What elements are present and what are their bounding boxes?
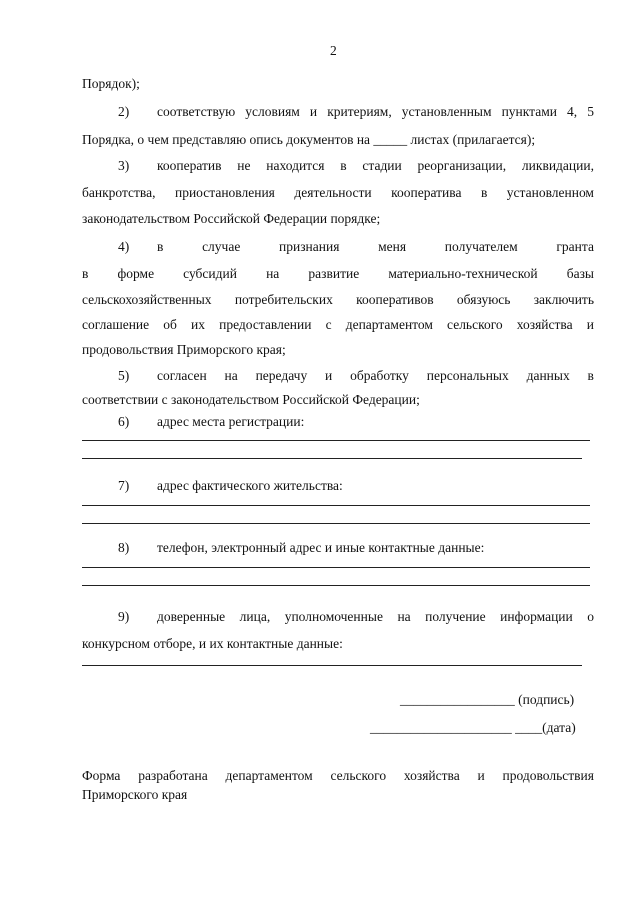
item-5-line-2: соответствии с законодательством Российской Федерации; <box>82 392 420 407</box>
word: субсидий <box>183 266 237 281</box>
word: 4, <box>567 104 578 119</box>
signature-field[interactable]: _________________ (подпись) <box>400 692 575 707</box>
word: департаментом <box>345 317 433 332</box>
item-7-text: адрес фактического жительства: <box>157 478 343 493</box>
word: сельского <box>447 317 503 332</box>
word: не <box>237 158 251 173</box>
word: и <box>477 768 485 783</box>
item-6-text: адрес места регистрации: <box>157 414 305 429</box>
word: сельского <box>330 768 387 783</box>
word: информации <box>500 609 573 624</box>
word: получателем <box>444 239 518 254</box>
item-4-line-5: продовольствия Приморского края; <box>82 342 286 357</box>
word: приостановления <box>174 185 275 200</box>
word: стадии <box>362 158 402 173</box>
item-8-text: телефон, электронный адрес и иные контактные данные: <box>157 540 485 555</box>
word: заключить <box>533 292 594 307</box>
item-9-number: 9) <box>118 609 130 624</box>
word: в <box>82 266 89 281</box>
trusted-persons-line[interactable] <box>82 665 582 666</box>
word: развитие <box>308 266 360 281</box>
word: продовольствия <box>502 768 594 783</box>
word: передачу <box>255 368 308 383</box>
word: данных <box>526 368 570 383</box>
word: базы <box>566 266 594 281</box>
word: находится <box>266 158 325 173</box>
word: установленном <box>506 185 594 200</box>
word: персональных <box>426 368 509 383</box>
word: условиям <box>245 104 300 119</box>
word: получение <box>425 609 486 624</box>
word: обязуюсь <box>456 292 511 307</box>
word: на <box>266 266 280 281</box>
word: меня <box>378 239 407 254</box>
word: кооперативов <box>356 292 434 307</box>
item-9-line-2: конкурсном отборе, и их контактные данные: <box>82 636 343 651</box>
word: департаментом <box>225 768 313 783</box>
item-4-line-3 <box>82 292 594 308</box>
word: и <box>586 317 594 332</box>
word: соответствую <box>157 104 236 119</box>
word: разработана <box>138 768 208 783</box>
word: об <box>163 317 177 332</box>
footer-line-2: Приморского края <box>82 787 188 802</box>
actual-address-line-2[interactable] <box>82 523 590 524</box>
registration-address-line-2[interactable] <box>82 458 582 459</box>
word: кооператива <box>391 185 462 200</box>
word: Форма <box>82 768 121 783</box>
word: 5 <box>587 104 594 119</box>
word: с <box>325 317 332 332</box>
word: хозяйства <box>403 768 460 783</box>
item-6-number: 6) <box>118 414 130 429</box>
word: форме <box>117 266 155 281</box>
word: в <box>480 185 488 200</box>
word: реорганизации, <box>417 158 507 173</box>
contacts-line-1[interactable] <box>82 567 590 568</box>
item-8-number: 8) <box>118 540 130 555</box>
word: банкротства, <box>82 185 156 200</box>
item-2-number: 2) <box>118 104 130 119</box>
word: их <box>191 317 205 332</box>
item-3-line-2 <box>82 185 594 201</box>
page-number: 2 <box>330 43 337 58</box>
date-field[interactable]: _____________________ ____(дата) <box>370 720 576 735</box>
word: на <box>224 368 238 383</box>
item-5-line-1 <box>157 368 594 384</box>
word: в <box>157 239 164 254</box>
word: соглашение <box>82 317 150 332</box>
contacts-line-2[interactable] <box>82 585 590 586</box>
item-3-number: 3) <box>118 158 130 173</box>
word: хозяйства <box>516 317 573 332</box>
item-7-number: 7) <box>118 478 130 493</box>
item-3-line-3: законодательством Российской Федерации порядке; <box>82 211 381 226</box>
item-3-line-1 <box>157 158 594 174</box>
item-4-line-4 <box>82 317 594 333</box>
word: и <box>325 368 333 383</box>
item-4-number: 4) <box>118 239 130 254</box>
word: в <box>340 158 347 173</box>
word: кооператив <box>157 158 222 173</box>
actual-address-line-1[interactable] <box>82 505 590 506</box>
word: на <box>397 609 411 624</box>
word: ликвидации, <box>521 158 594 173</box>
item-4-line-1 <box>157 239 594 255</box>
footer-line-1 <box>82 768 594 784</box>
word: установленным <box>401 104 492 119</box>
word: случае <box>202 239 241 254</box>
word: в <box>587 368 594 383</box>
word: критериям, <box>327 104 392 119</box>
word: признания <box>279 239 340 254</box>
word: деятельности <box>294 185 372 200</box>
word: согласен <box>157 368 207 383</box>
word: пунктами <box>501 104 557 119</box>
word: гранта <box>556 239 594 254</box>
registration-address-line-1[interactable] <box>82 440 590 441</box>
word: лица, <box>239 609 271 624</box>
word: предоставлении <box>219 317 312 332</box>
item-9-line-1 <box>157 609 594 625</box>
word: и <box>309 104 318 119</box>
item-2-line-2: Порядка, о чем представляю опись документов на _____ листах (прилагается); <box>82 132 536 147</box>
item-4-line-2 <box>82 266 594 282</box>
word: сельскохозяйственных <box>82 292 212 307</box>
word: о <box>587 609 594 624</box>
word: доверенные <box>157 609 226 624</box>
item-5-number: 5) <box>118 368 130 383</box>
word: материально-технической <box>388 266 538 281</box>
word: обработку <box>350 368 409 383</box>
word: уполномоченные <box>284 609 383 624</box>
continuation-text: Порядок); <box>82 76 140 91</box>
word: потребительских <box>234 292 333 307</box>
item-2-line-1 <box>157 104 594 120</box>
